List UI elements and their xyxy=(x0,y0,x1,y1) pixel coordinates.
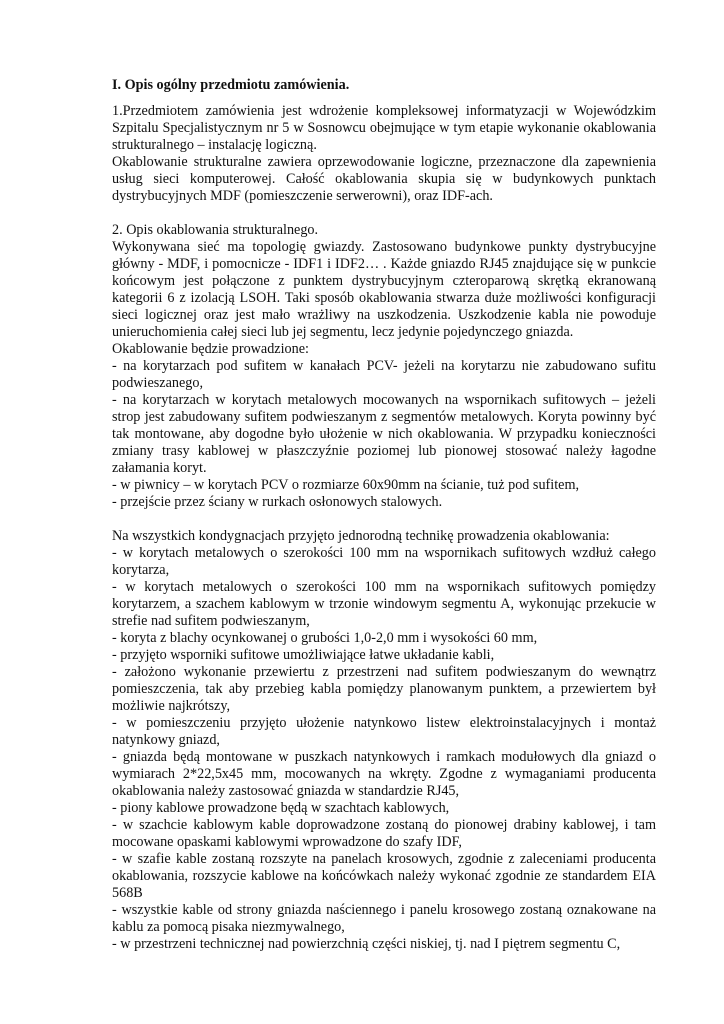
list-item: - na korytarzach pod sufitem w kanałach PCV- jeżeli na korytarzu nie zabudowano sufitu podwieszanego, xyxy=(112,358,656,391)
list-item: - wszystkie kable od strony gniazda naściennego i panelu krosowego zostaną oznakowane na kablu za pomocą pisaka niezmywalnego, xyxy=(112,902,656,935)
list-item: - gniazda będą montowane w puszkach natynkowych i ramkach modułowych dla gniazd o wymiarach 2*22,5x45 mm, mocowanych na wkręty. Zgodne z wymaganiami producenta okablowania należy zastosować gniazda w standardzie RJ45, xyxy=(112,749,656,799)
list-item: - w korytach metalowych o szerokości 100 mm na wspornikach sufitowych pomiędzy korytarzem, a szachem kablowym w trzonie windowym segmentu A, wykonując przekucie w strefie nad sufitem podwieszanym, xyxy=(112,579,656,629)
document-page xyxy=(112,77,656,953)
list-item: - piony kablowe prowadzone będą w szachtach kablowych, xyxy=(112,800,450,816)
spacer xyxy=(112,511,656,528)
list-item: - w szafie kable zostaną rozszyte na panelach krosowych, zgodnie z zaleceniami producenta okablowania, rozszycie kablowe na końcówkach należy wykonać zgodnie ze standardem EIA 568B xyxy=(112,851,656,901)
list-item: - założono wykonanie przewiertu z przestrzeni nad sufitem podwieszanym do wewnątrz pomieszczenia, tak aby przebieg kabla pomiędzy planowanym punktem, a przewiertem był możliwie najkrótszy, xyxy=(112,664,656,714)
section-heading: I. Opis ogólny przedmiotu zamówienia. xyxy=(112,77,350,93)
section1-paragraph-2: Okablowanie strukturalne zawiera oprzewodowanie logiczne, przeznaczone dla zapewnienia usług sieci komputerowej. Całość okablowania skupia się w budynkowych punktach dystrybucyjnych MDF (pomieszczenie serwerowni), oraz IDF-ach. xyxy=(112,154,656,204)
list-item: - w szachcie kablowym kable doprowadzone zostaną do pionowej drabiny kablowej, i tam mocowane opaskami kablowymi wprowadzone do szafy IDF, xyxy=(112,817,656,850)
section2-paragraph-1: Wykonywana sieć ma topologię gwiazdy. Zastosowano budynkowe punkty dystrybucyjne główny - MDF, i pomocnicze - IDF1 i IDF2… . Każde gniazdo RJ45 znajdujące się w punkcie końcowym jest połączone z punktem dystrybucyjnym czteroparową skrętką ekranowaną kategorii 6 z izolacją LSOH. Taki sposób okablowania stwarza duże możliwości konfiguracji sieci logicznej oraz jest mało wrażliwy na uszkodzenia. Uszkodzenie kabla nie powoduje unieruchomienia całej sieci lub jej segmentu, lecz jedynie pojedynczego gniazda. xyxy=(112,239,656,340)
list-item: - w piwnicy – w korytach PCV o rozmiarze 60x90mm na ścianie, tuż pod sufitem, xyxy=(112,477,580,493)
list-item: - przejście przez ściany w rurkach osłonowych stalowych. xyxy=(112,494,443,510)
list-item: - na korytarzach w korytach metalowych mocowanych na wspornikach sufitowych – jeżeli strop jest zabudowany sufitem podwieszanym z segmentów metalowych. Koryta powinny być tak montowane, aby dogodne było ułożenie w nich okablowania. W przypadku konieczności zmiany trasy kablowej w płaszczyźnie poziomej lub pionowej stosować należy łagodne załamania koryt. xyxy=(112,392,656,476)
list-item: - w przestrzeni technicznej nad powierzchnią części niskiej, tj. nad I piętrem segmentu C, xyxy=(112,936,621,952)
list-item: - koryta z blachy ocynkowanej o grubości 1,0-2,0 mm i wysokości 60 mm, xyxy=(112,630,538,646)
section2-title: 2. Opis okablowania strukturalnego. xyxy=(112,222,319,238)
section3-list-intro: Na wszystkich kondygnacjach przyjęto jednorodną technikę prowadzenia okablowania: xyxy=(112,528,610,544)
section2-list-intro: Okablowanie będzie prowadzione: xyxy=(112,341,309,357)
list-item: - w pomieszczeniu przyjęto ułożenie natynkowo listew elektroinstalacyjnych i montaż natynkowy gniazd, xyxy=(112,715,656,748)
spacer xyxy=(112,205,656,222)
list-item: - w korytach metalowych o szerokości 100 mm na wspornikach sufitowych wzdłuż całego korytarza, xyxy=(112,545,656,578)
section1-paragraph-1: 1.Przedmiotem zamówienia jest wdrożenie kompleksowej informatyzacji w Wojewódzkim Szpitalu Specjalistycznym nr 5 w Sosnowcu obejmujące w tym etapie wykonanie okablowania strukturalnego – instalację logiczną. xyxy=(112,103,656,153)
list-item: - przyjęto wsporniki sufitowe umożliwiające łatwe układanie kabli, xyxy=(112,647,495,663)
